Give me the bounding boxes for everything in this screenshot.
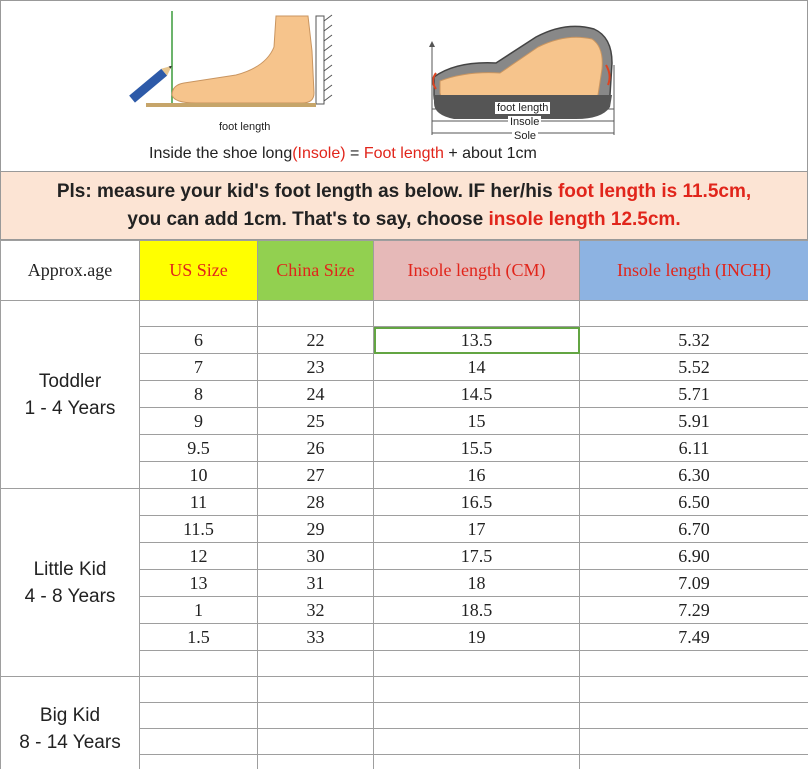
- insole-inch-cell[interactable]: 6.50: [580, 489, 808, 516]
- china-size-cell[interactable]: 24: [258, 381, 374, 408]
- insole-inch-cell[interactable]: 6.30: [580, 462, 808, 489]
- caption-equals: =: [345, 145, 364, 162]
- us-size-cell[interactable]: 8: [140, 381, 258, 408]
- china-size-cell[interactable]: 22: [258, 327, 374, 354]
- insole-inch-cell[interactable]: 5.52: [580, 354, 808, 381]
- header-china-size: China Size: [258, 241, 374, 301]
- us-size-cell[interactable]: [140, 755, 258, 769]
- notice-highlight-2: insole length 12.5cm.: [488, 209, 681, 230]
- insole-cm-cell[interactable]: 18.5: [374, 597, 580, 624]
- insole-cm-cell[interactable]: 16.5: [374, 489, 580, 516]
- insole-inch-cell[interactable]: [580, 703, 808, 729]
- insole-cm-cell[interactable]: 13.5: [374, 327, 580, 354]
- insole-cm-cell[interactable]: [374, 703, 580, 729]
- insole-inch-cell[interactable]: 6.70: [580, 516, 808, 543]
- insole-cm-cell[interactable]: 17: [374, 516, 580, 543]
- table-row: [1, 489, 808, 516]
- us-size-cell[interactable]: 13: [140, 570, 258, 597]
- china-size-cell[interactable]: 27: [258, 462, 374, 489]
- china-size-cell[interactable]: [258, 301, 374, 327]
- table-row: [1, 301, 808, 327]
- insole-cm-cell[interactable]: 15: [374, 408, 580, 435]
- us-size-cell[interactable]: 12: [140, 543, 258, 570]
- insole-inch-cell[interactable]: 5.32: [580, 327, 808, 354]
- table-row: [1, 677, 808, 703]
- age-group-range: 4 - 8 Years: [24, 585, 116, 607]
- insole-cm-cell[interactable]: [374, 677, 580, 703]
- table-header-row: [1, 241, 808, 301]
- insole-inch-cell[interactable]: 7.29: [580, 597, 808, 624]
- insole-caption: [149, 145, 537, 163]
- us-size-cell[interactable]: 6: [140, 327, 258, 354]
- measurement-illustration: [0, 0, 808, 172]
- insole-inch-cell[interactable]: 7.49: [580, 624, 808, 651]
- insole-inch-cell[interactable]: [580, 301, 808, 327]
- china-size-cell[interactable]: 23: [258, 354, 374, 381]
- age-group-cell: [1, 301, 140, 489]
- china-size-cell[interactable]: [258, 729, 374, 755]
- notice-text-2: you can add 1cm. That's to say, choose: [127, 209, 489, 230]
- insole-cm-cell[interactable]: 15.5: [374, 435, 580, 462]
- us-size-cell[interactable]: 9.5: [140, 435, 258, 462]
- header-insole-cm: Insole length (CM): [374, 241, 580, 301]
- insole-cm-cell[interactable]: [374, 651, 580, 677]
- china-size-cell[interactable]: 32: [258, 597, 374, 624]
- insole-inch-cell[interactable]: 5.71: [580, 381, 808, 408]
- insole-cm-cell[interactable]: 17.5: [374, 543, 580, 570]
- us-size-cell[interactable]: 11: [140, 489, 258, 516]
- china-size-cell[interactable]: [258, 755, 374, 769]
- insole-inch-cell[interactable]: [580, 651, 808, 677]
- insole-inch-cell[interactable]: 5.91: [580, 408, 808, 435]
- us-size-cell[interactable]: [140, 651, 258, 677]
- insole-cm-cell[interactable]: 14.5: [374, 381, 580, 408]
- age-group-cell: [1, 677, 140, 769]
- insole-cm-cell[interactable]: 18: [374, 570, 580, 597]
- size-chart-table: [0, 240, 808, 769]
- age-group-name: Big Kid: [39, 704, 101, 726]
- insole-inch-cell[interactable]: 7.09: [580, 570, 808, 597]
- china-size-cell[interactable]: 31: [258, 570, 374, 597]
- foot-length-label: foot length: [219, 121, 271, 133]
- header-us-size: US Size: [140, 241, 258, 301]
- us-size-cell[interactable]: [140, 703, 258, 729]
- sole-label: Sole: [514, 130, 537, 142]
- us-size-cell[interactable]: [140, 677, 258, 703]
- age-group-range: 8 - 14 Years: [19, 731, 121, 753]
- sizing-notice: [0, 172, 808, 240]
- age-group-cell: [1, 489, 140, 677]
- insole-inch-cell[interactable]: [580, 729, 808, 755]
- china-size-cell[interactable]: 25: [258, 408, 374, 435]
- caption-text: Inside the shoe long: [149, 145, 293, 162]
- caption-foot-length: Foot length: [363, 145, 444, 162]
- insole-cm-cell[interactable]: 16: [374, 462, 580, 489]
- table-body: [1, 301, 808, 769]
- insole-inch-cell[interactable]: 6.11: [580, 435, 808, 462]
- us-size-cell[interactable]: 11.5: [140, 516, 258, 543]
- china-size-cell[interactable]: 33: [258, 624, 374, 651]
- us-size-cell[interactable]: 10: [140, 462, 258, 489]
- header-approx-age: Approx.age: [1, 241, 140, 301]
- us-size-cell[interactable]: 7: [140, 354, 258, 381]
- insole-label: Insole: [510, 116, 540, 128]
- caption-insole: (Insole): [292, 145, 346, 162]
- china-size-cell[interactable]: 26: [258, 435, 374, 462]
- us-size-cell[interactable]: [140, 729, 258, 755]
- insole-cm-cell[interactable]: [374, 755, 580, 769]
- age-group-name: Little Kid: [33, 558, 107, 580]
- insole-cm-cell[interactable]: [374, 301, 580, 327]
- insole-cm-cell[interactable]: [374, 729, 580, 755]
- age-group-name: Toddler: [38, 370, 102, 392]
- notice-text-1: Pls: measure your kid's foot length as below. IF her/his: [56, 181, 558, 202]
- caption-about: + about 1cm: [443, 145, 537, 162]
- insole-cm-cell[interactable]: 14: [374, 354, 580, 381]
- insole-inch-cell[interactable]: 6.90: [580, 543, 808, 570]
- china-size-cell[interactable]: [258, 651, 374, 677]
- china-size-cell[interactable]: 29: [258, 516, 374, 543]
- insole-cm-cell[interactable]: 19: [374, 624, 580, 651]
- us-size-cell[interactable]: 9: [140, 408, 258, 435]
- shoe-foot-length-label: foot length: [497, 102, 549, 114]
- china-size-cell[interactable]: 30: [258, 543, 374, 570]
- us-size-cell[interactable]: 1: [140, 597, 258, 624]
- china-size-cell[interactable]: [258, 677, 374, 703]
- foot-measure-illustration: [126, 11, 336, 121]
- insole-inch-cell[interactable]: [580, 755, 808, 769]
- us-size-cell[interactable]: 1.5: [140, 624, 258, 651]
- insole-inch-cell[interactable]: [580, 677, 808, 703]
- notice-line-1: [1, 178, 807, 206]
- notice-highlight-1: foot length is 11.5cm,: [557, 181, 752, 202]
- age-group-range: 1 - 4 Years: [24, 397, 116, 419]
- china-size-cell[interactable]: [258, 703, 374, 729]
- header-insole-inch: Insole length (INCH): [580, 241, 808, 301]
- notice-line-2: [1, 206, 807, 234]
- us-size-cell[interactable]: [140, 301, 258, 327]
- china-size-cell[interactable]: 28: [258, 489, 374, 516]
